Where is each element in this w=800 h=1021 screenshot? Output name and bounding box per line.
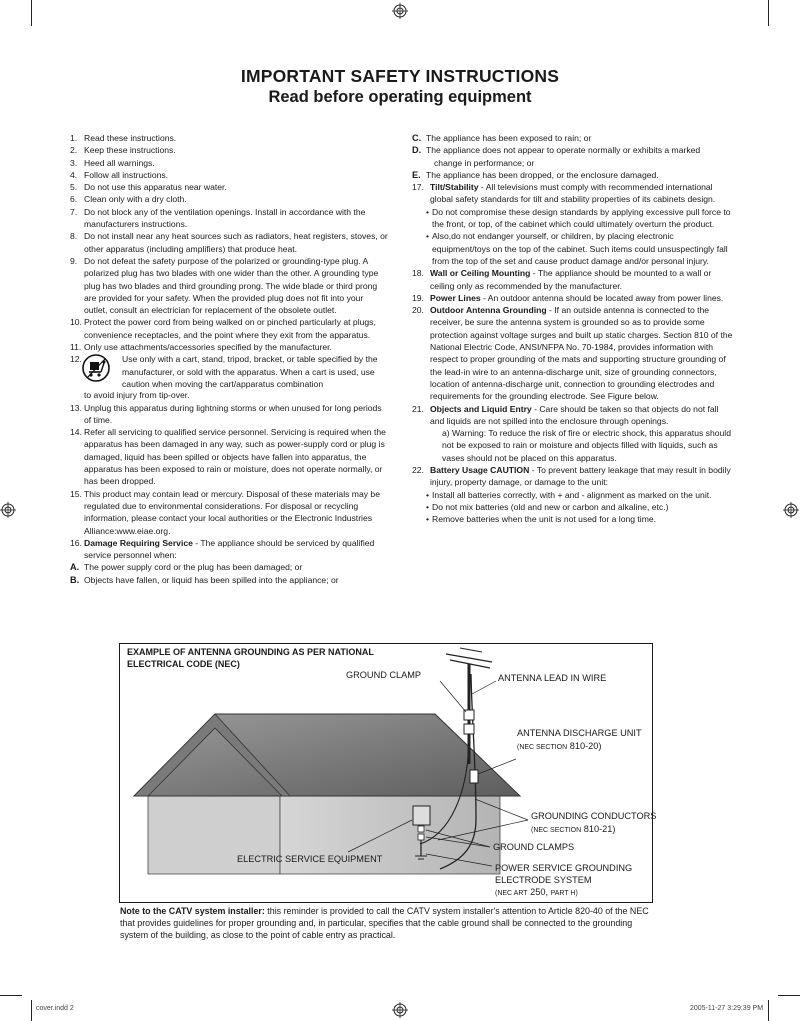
item-number: 16.	[70, 537, 82, 548]
instruction-item	[70, 144, 388, 156]
electric-service-box	[413, 806, 430, 825]
bullet-text: Do not mix batteries (old and new or carbon and alkaline, etc.)	[432, 501, 669, 512]
ground-clamp	[418, 834, 424, 840]
bullet-icon: •	[426, 514, 430, 525]
item-text: Only use attachments/accessories specified by the manufacturer.	[84, 342, 332, 353]
item-text: The appliance has been dropped, or the enclosure damaged.	[426, 169, 659, 180]
crop-mark	[768, 1000, 769, 1021]
item-text: Use only with a cart, stand, tripod, bracket, or table specified by the manufacturer, or sold with the apparatus. When a cart is used, use caution when moving the cart/apparatus combination	[122, 354, 378, 389]
item-text: Heed all warnings.	[84, 157, 155, 168]
item-text: - The appliance should be mounted to a wall or ceiling only as recommended by the manufacturer.	[430, 268, 712, 291]
instruction-item	[70, 537, 388, 562]
ref-number: 810-20)	[569, 741, 602, 751]
instruction-item	[70, 157, 388, 169]
label-discharge-ref	[517, 741, 601, 754]
label-ground-clamp: GROUND CLAMP	[346, 670, 422, 680]
item-number: 18.	[412, 268, 424, 279]
house-roof	[134, 714, 520, 796]
catv-note	[120, 905, 660, 942]
item-number: 14.	[70, 427, 82, 438]
item-text: - Care should be taken so that objects do not fall and liquids are not spilled into the enclosure through openings.	[430, 403, 719, 426]
label-grounding-conductors: GROUNDING CONDUCTORS	[531, 811, 657, 821]
instruction-item	[70, 132, 388, 144]
instruction-item	[70, 206, 388, 231]
item-number: 13.	[70, 402, 82, 413]
instruction-item	[70, 316, 388, 341]
pointer-line	[440, 681, 466, 712]
instruction-subitem	[412, 169, 734, 181]
item-text: The appliance has been exposed to rain; or	[426, 133, 592, 143]
bullet-icon: •	[426, 231, 430, 242]
instruction-item	[70, 169, 388, 181]
cart-warning-icon	[82, 354, 110, 382]
item-heading: Outdoor Antenna Grounding	[430, 305, 547, 316]
note-text: this reminder is provided to call the CATV system installer's attention to Article 820-40 of the NEC that provides guidelines for proper grounding and, in particular, specifies that the cable ground shall be connected to the grounding system of the building, as close to the point of cable entry as practical.	[120, 906, 649, 941]
footer-filename: cover.indd 2	[36, 1005, 74, 1012]
crop-mark	[778, 995, 800, 996]
item-heading: Damage Requiring Service	[84, 537, 193, 548]
item-text: Keep these instructions.	[84, 145, 176, 156]
item-number: 10.	[70, 317, 82, 328]
item-letter: E.	[412, 169, 421, 180]
footer-timestamp: 2005-11-27 3:29:39 PM	[690, 1005, 764, 1012]
item-number: 4.	[70, 169, 78, 180]
bullet-text: Do not compromise these design standards by applying excessive pull force to the front, or top, of the cabinet which could ultimately overturn the product.	[432, 206, 731, 230]
item-text: Unplug this apparatus during lightning storms or when unused for long periods of time.	[84, 402, 382, 425]
item-text-continued: change in performance; or	[434, 157, 535, 168]
registration-mark-icon	[0, 502, 16, 518]
instruction-item	[412, 304, 734, 402]
instruction-item	[70, 488, 388, 537]
item-text: Do not install near any heat sources such as radiators, heat registers, stoves, or other apparatus (including amplifiers) that produce heat.	[84, 231, 388, 254]
instruction-subitem	[412, 144, 734, 156]
item-text: Follow all instructions.	[84, 169, 169, 180]
item-number: 6.	[70, 194, 78, 205]
item-number: 5.	[70, 182, 78, 193]
item-number: 21.	[412, 403, 424, 414]
bullet-icon: •	[426, 501, 430, 512]
ref-text: (NEC ART	[495, 890, 528, 897]
item-number: 1.	[70, 133, 78, 143]
instruction-item	[412, 181, 734, 206]
item-number: 8.	[70, 231, 78, 242]
instruction-item	[70, 255, 388, 316]
item-text: Clean only with a dry cloth.	[84, 194, 187, 205]
bullet-text: Also,do not endanger yourself, or children, by placing electronic equipment/toys on the top of the cabinet. Such items could unsuspectingly fall from the top of the set and cause product damage and/or personal injury.	[432, 231, 728, 266]
item-text: Protect the power cord from being walked on or pinched particularly at plugs, convenience receptacles, and the point where they exit from the apparatus.	[84, 317, 376, 340]
note-heading: Note to the CATV system installer:	[120, 906, 265, 916]
item-text: - If an outside antenna is connected to the receiver, be sure the antenna system is grounded so as to provide some protection against voltage surges and built up static charges. Section 810 of the National Electric Code, ANSI/NFPA No. 70-1984, provides information with respect to proper grounding of the mats and supporting structure grounding of the lead-in wire to an antenna-discharge unit, size of grounding connectors, location of antenna-discharge unit, connection to grounding electrodes and requirements for the grounding electrode. See Figure below.	[430, 305, 733, 402]
registration-mark-icon	[392, 3, 408, 19]
item-text: - An outdoor antenna should be located away from power lines.	[480, 292, 724, 303]
label-power-ref	[495, 887, 578, 900]
pointer-line	[472, 681, 496, 694]
item-number: 7.	[70, 206, 78, 217]
instruction-item	[70, 193, 388, 205]
antenna-element	[460, 648, 482, 652]
item-letter: A.	[70, 562, 80, 573]
item-letter: C.	[412, 133, 422, 143]
bullet-item	[412, 501, 734, 513]
crop-mark	[768, 0, 769, 26]
item-text: The power supply cord or the plug has been damaged; or	[84, 562, 303, 573]
label-antenna-lead: ANTENNA LEAD IN WIRE	[498, 673, 607, 683]
item-text: This product may contain lead or mercury. Disposal of these materials may be regulated due to environmental considerations. For disposal or recycling information, please contact your local authorities or the Electronic Industries Alliance:www.eiae.org.	[84, 488, 380, 536]
page-title: IMPORTANT SAFETY INSTRUCTIONS	[240, 66, 560, 86]
item-number: 11.	[70, 342, 82, 353]
instruction-subitem	[412, 132, 734, 144]
item-text: Read these instructions.	[84, 133, 177, 143]
item-number: 19.	[412, 292, 424, 303]
item-text: The appliance does not appear to operate normally or exhibits a marked	[426, 145, 701, 156]
item-letter: B.	[70, 574, 80, 585]
item-number: 3.	[70, 157, 78, 168]
label-electric-service: ELECTRIC SERVICE EQUIPMENT	[237, 854, 383, 864]
bullet-item	[412, 230, 734, 267]
crop-mark	[31, 1000, 32, 1021]
instruction-item	[70, 341, 388, 353]
instruction-item	[412, 292, 734, 304]
left-column	[70, 132, 388, 586]
label-power-service-1: POWER SERVICE GROUNDING	[495, 863, 633, 873]
instruction-item-cart	[70, 353, 388, 390]
bullet-text: Remove batteries when the unit is not used for a long time.	[432, 514, 657, 525]
item-heading: Battery Usage CAUTION	[430, 465, 530, 476]
label-conductors-ref	[531, 824, 615, 837]
ground-clamp	[418, 826, 424, 832]
ref-number: 810-21)	[583, 824, 616, 834]
item-number: 22.	[412, 465, 424, 476]
item-text: Objects have fallen, or liquid has been spilled into the appliance; or	[84, 574, 339, 585]
right-column	[412, 132, 734, 526]
ref-text: (NEC SECTION	[517, 744, 568, 751]
item-text: Do not block any of the ventilation openings. Install in accordance with the manufacturers instructions.	[84, 206, 366, 230]
instruction-item	[70, 402, 388, 427]
bullet-icon: •	[426, 489, 430, 500]
item-number: 2.	[70, 145, 78, 156]
instruction-subitem	[70, 574, 388, 586]
item-letter: D.	[412, 145, 422, 156]
instruction-item	[70, 181, 388, 193]
item-heading: Tilt/Stability	[430, 182, 479, 193]
item-heading: Power Lines	[430, 292, 481, 303]
instruction-item	[412, 403, 734, 428]
instruction-item	[412, 267, 734, 292]
bullet-item	[412, 206, 734, 231]
item-text: Do not defeat the safety purpose of the polarized or grounding-type plug. A polarized plug has two blades with one wider than the other. A grounding type plug has two blades and third grounding prong. The wide blade or third prong are provided for your safety. When the provided plug does not fit into your outlet, consult an electrician for replacement of the obsolete outlet.	[84, 255, 379, 316]
item-number: 15.	[70, 488, 82, 499]
item-text-continued: to avoid injury from tip-over.	[84, 390, 190, 401]
registration-mark-icon	[392, 1002, 408, 1018]
item-text: - The appliance should be serviced by qualified service personnel when:	[84, 537, 375, 561]
item-number: 9.	[70, 255, 78, 266]
item-heading: Wall or Ceiling Mounting	[430, 268, 531, 279]
item-text: Refer all servicing to qualified service personnel. Servicing is required when the apparatus has been damaged in any way, such as power-supply cord or plug is damaged, liquid has been spilled or objects have fallen into apparatus, the apparatus has been exposed to rain or moisture, does not operate normally, or has been dropped.	[84, 427, 386, 487]
instruction-item	[412, 464, 734, 489]
item-text: - All televisions must comply with recommended international global safety standards for tilt and stability properties of its cabinets design.	[430, 182, 716, 205]
item-subtext: a) Warning: To reduce the risk of fire or electric shock, this apparatus should not be exposed to rain or moisture and objects filled with liquids, such as vases should not be placed on this apparatus.	[442, 428, 731, 463]
bullet-icon: •	[426, 206, 430, 217]
item-number: 17.	[412, 182, 424, 193]
crop-mark	[0, 995, 22, 996]
bullet-item	[412, 489, 734, 501]
label-power-service-2: ELECTRODE SYSTEM	[495, 875, 592, 885]
instruction-item	[70, 230, 388, 255]
bullet-item	[412, 513, 734, 525]
page-subtitle: Read before operating equipment	[268, 88, 532, 106]
ref-text: PART H)	[550, 890, 578, 897]
ref-number: 250,	[530, 887, 548, 897]
ground-clamp	[464, 724, 474, 734]
crop-mark	[31, 0, 32, 26]
bullet-text: Install all batteries correctly, with + and - alignment as marked on the unit.	[432, 489, 712, 500]
item-number: 12.	[70, 354, 82, 365]
item-heading: Objects and Liquid Entry	[430, 403, 532, 414]
item-text: Do not use this apparatus near water.	[84, 182, 227, 193]
instruction-item	[70, 426, 388, 487]
diagram-title: EXAMPLE OF ANTENNA GROUNDING AS PER NATIONAL ELECTRICAL CODE (NEC)	[127, 647, 374, 669]
label-discharge-unit: ANTENNA DISCHARGE UNIT	[517, 728, 642, 738]
registration-mark-icon	[783, 502, 799, 518]
item-number: 20.	[412, 305, 424, 316]
instruction-subitem	[70, 561, 388, 573]
ref-text: (NEC SECTION	[531, 827, 582, 834]
item-text: - To prevent battery leakage that may result in bodily injury, property damage, or damage to the unit:	[430, 465, 731, 488]
antenna-discharge-unit	[470, 770, 478, 783]
label-ground-clamps: GROUND CLAMPS	[493, 842, 575, 852]
